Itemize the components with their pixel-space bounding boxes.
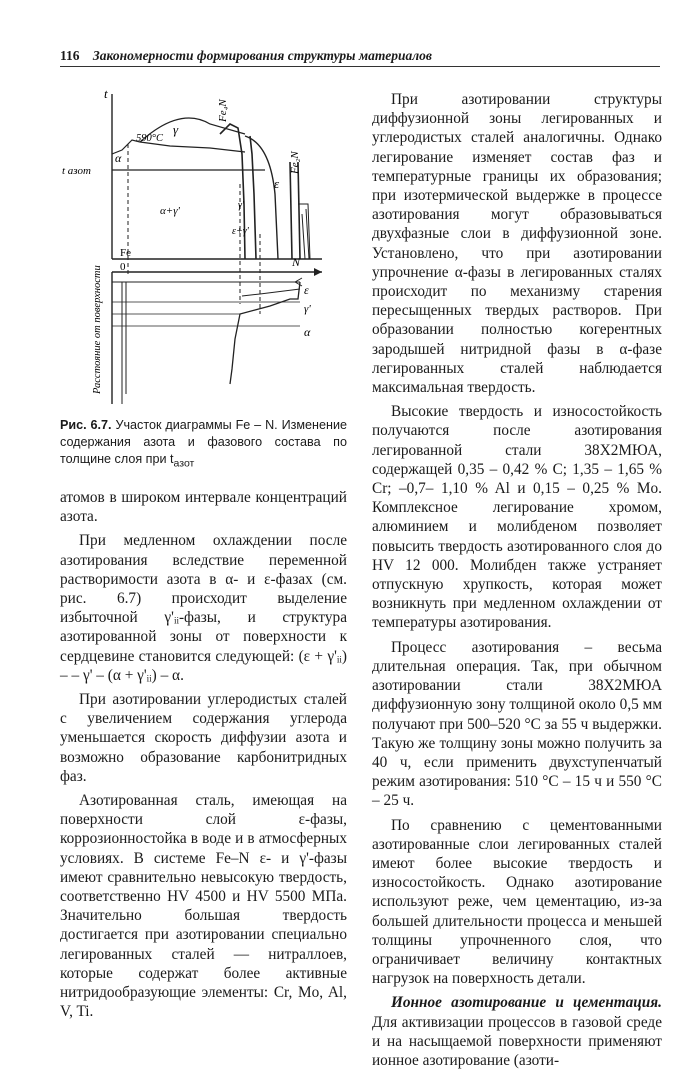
- right-column: [372, 90, 662, 1070]
- label-gamma-prime: γ': [238, 200, 245, 211]
- fe2n-line: [290, 162, 292, 259]
- left-paragraph: Азотированная сталь, имеющая на поверхности слой ε-фазы, коррозионностойка в воде и в атмосферных условиях. В системе Fe–N ε- и γ'-фазы имеют сравнительно невысокую твердость, соответственно HV 4500 и HV 5500 МПа. Значительно большая твердость достигается при азотировании специально легированных сталей — нитраллоев, которые содержат более активные нитридообразующие элементы: Cr, Mo, Al, V, Ti.: [60, 792, 347, 1021]
- label-t-azot: t азот: [62, 165, 91, 177]
- running-title: Закономерности формирования структуры материалов: [92, 48, 432, 63]
- fe4n-region2: [250, 136, 256, 259]
- section-heading: Ионное азотирование и цементация.: [391, 994, 662, 1012]
- label-bottom-alpha: α: [304, 325, 311, 339]
- label-bottom-gamma: γ': [304, 303, 311, 315]
- caption-text: Участок диаграммы Fe – N. Изменение содержания азота и фазового состава по толщине слоя при t: [60, 418, 348, 466]
- alpha-boundary: [112, 140, 245, 154]
- label-e-gamma: ε+γ': [232, 226, 249, 237]
- page-number: 116: [60, 48, 80, 63]
- epsilon-gamma-band: [242, 289, 300, 296]
- figure-fe-n-diagram: [60, 84, 350, 412]
- label-alpha: α: [115, 151, 122, 165]
- fe4n-region: [220, 124, 245, 259]
- running-header: [60, 48, 660, 64]
- left-paragraph: При медленном охлаждении после азотирования вследствие переменной растворимости азота в α- и ε-фазах (см. рис. 6.7) происходит выделение избыточной γ'ᵢᵢ-фазы, и структура азотированной зоны от поверхности к сердцевине становится следующей: (ε + γ'ᵢᵢ) – – γ' – (α + γ'ᵢᵢ) – α.: [60, 532, 347, 684]
- caption-sub: азот: [173, 457, 195, 470]
- label-gamma: γ: [173, 122, 179, 137]
- label-n-axis: N: [292, 255, 301, 269]
- label-fe2n: Fe₂N: [289, 151, 301, 174]
- caption-label: Рис. 6.7.: [60, 418, 112, 432]
- label-fe4n: Fe₄N: [217, 99, 229, 122]
- label-alpha-gamma: α+γ': [160, 205, 180, 217]
- label-590: 590°C: [136, 133, 163, 144]
- left-column: [60, 488, 347, 1021]
- left-paragraph: При азотировании углеродистых сталей с увеличением содержания углерода уменьшается скорость диффузии азота и возможно образование карбонитридных фаз.: [60, 691, 347, 785]
- label-zero: 0: [120, 261, 126, 273]
- right-paragraph: При азотировании структуры диффузионной зоны легированных и углеродистых сталей аналогичны. Однако легирование изменяет состав фаз и температурные границы их образования; при изотермической выдержке в процессе азотирования могут образовываться двухфазные слои в диффузионной зоне. Установлено, что при азотировании упрочнение α-фазы в легированных сталях происходит по механизму старения пересыщенных твердых растворов. При образовании полностью когерентных зародышей нитридной фазы в α-фазе легированных сталей наблюдается максимальная твердость.: [372, 91, 662, 397]
- label-t: t: [104, 86, 108, 101]
- right-paragraph: Высокие твердость и износостойкость получаются после азотирования легированной стали 38Х2МЮА, содержащей 0,35 – 0,42 % C; 1,35 – 1,65 % Cr; –0,7– 1,10 % Al и 0,15 – 0,25 % Mo. Комплексное легирование хромом, алюминием и молибденом позволяет повысить твердость азотированного слоя до HV 12 000. Молибден также устраняет отпускную хрупкость, которая может возникнуть при медленном охлаждении от температуры азотирования.: [372, 403, 662, 632]
- section-text: Для активизации процессов в газовой среде и на насыщаемой поверхности применяют ионное азотирование (азоти-: [372, 1013, 662, 1069]
- label-fe: Fe: [120, 247, 131, 259]
- epsilon-curve: [245, 136, 278, 259]
- n-axis-arrow: [314, 268, 322, 276]
- figure-caption: [60, 417, 347, 473]
- right-paragraph: По сравнению с цементованными азотированные слои легированных сталей имеют более высокие твердость и износостойкость. Однако азотирование используют реже, чем цементацию, из-за большей длительности процесса и меньшей толщины упрочненного слоя, что ограничивает величину контактных нагрузок на поверхность детали.: [372, 816, 662, 988]
- right-paragraph: Процесс азотирования – весьма длительная операция. Так, при обычном азотировании стали 38Х2МЮА диффузионную зону толщиной около 0,5 мм получают при 500–520 °C за 55 ч выдержки. Такую же толщину зоны можно получить за 40 ч, если применить двухступенчатый режим азотирования: 510 °C – 15 ч и 550 °C – 25 ч.: [372, 638, 662, 810]
- label-bottom-epsilon: ε: [304, 283, 309, 297]
- left-paragraph: атомов в широком интервале концентраций азота.: [60, 489, 347, 526]
- section-paragraph: [372, 993, 662, 1070]
- label-epsilon: ε: [274, 176, 280, 191]
- fe2n-line2: [298, 162, 300, 259]
- header-rule: [60, 66, 660, 67]
- label-vertical-axis: Расстояние от поверхности: [92, 265, 103, 394]
